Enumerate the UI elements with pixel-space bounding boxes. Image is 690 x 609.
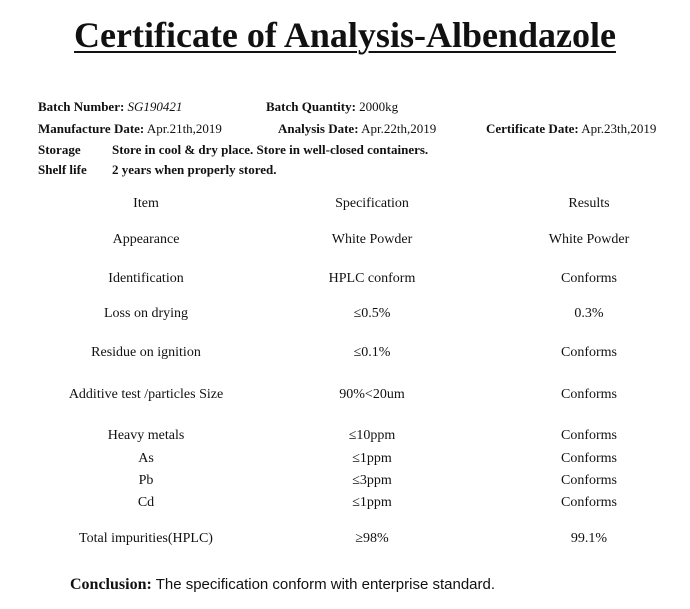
document-title: Certificate of Analysis-Albendazole — [74, 15, 616, 55]
row-result: Conforms — [561, 387, 617, 402]
batch-number-label: Batch Number: — [38, 99, 125, 114]
row-result: Conforms — [561, 473, 617, 488]
row-result: Conforms — [561, 495, 617, 510]
storage — [38, 142, 81, 158]
row-specification: ≤1ppm — [352, 451, 392, 466]
row-result: 0.3% — [574, 306, 604, 321]
storage-label: Storage — [38, 142, 81, 157]
shelf-life — [38, 162, 87, 178]
analysis-date — [278, 121, 436, 137]
row-specification: ≤3ppm — [352, 473, 392, 488]
batch-quantity-value: 2000kg — [359, 99, 399, 114]
row-result: Conforms — [561, 271, 617, 286]
row-specification: ≤0.5% — [353, 306, 391, 321]
row-result: Conforms — [561, 345, 617, 360]
row-result: White Powder — [548, 232, 630, 247]
batch-quantity — [266, 99, 398, 115]
certificate-date — [486, 121, 656, 137]
analysis-date-label: Analysis Date: — [278, 121, 359, 136]
manufacture-date — [38, 121, 222, 137]
column-header-item: Item — [133, 196, 159, 211]
conclusion — [70, 576, 495, 594]
batch-quantity-label: Batch Quantity: — [266, 99, 356, 114]
row-item: Identification — [108, 271, 184, 286]
row-item: Heavy metals — [107, 428, 185, 443]
certificate-date-value: Apr.23th,2019 — [581, 121, 657, 136]
row-item: As — [138, 451, 154, 466]
row-item: Residue on ignition — [91, 345, 201, 360]
shelf-life-value: 2 years when properly stored. — [112, 162, 277, 177]
storage-text — [112, 142, 428, 158]
row-result: 99.1% — [570, 531, 608, 546]
row-result: Conforms — [561, 428, 617, 443]
row-specification: ≤1ppm — [352, 495, 392, 510]
row-specification: ≤0.1% — [353, 345, 391, 360]
certificate-date-label: Certificate Date: — [486, 121, 579, 136]
column-header-specification: Specification — [335, 196, 409, 211]
row-specification: ≤10ppm — [348, 428, 396, 443]
row-specification: 90%<20um — [339, 387, 405, 402]
row-item: Cd — [137, 495, 155, 510]
row-item: Additive test /particles Size — [68, 387, 224, 402]
row-item: Appearance — [112, 232, 180, 247]
row-item: Loss on drying — [104, 306, 188, 321]
row-item: Total impurities(HPLC) — [79, 531, 213, 546]
column-header-results: Results — [568, 196, 610, 211]
storage-value: Store in cool & dry place. Store in well-closed containers. — [112, 142, 429, 157]
row-specification: ≥98% — [355, 531, 389, 546]
batch-number-value: SG190421 — [127, 99, 183, 114]
row-item: Pb — [138, 473, 154, 488]
shelf-life-text — [112, 162, 277, 178]
row-specification: White Powder — [331, 232, 413, 247]
manufacture-date-label: Manufacture Date: — [38, 121, 145, 136]
row-result: Conforms — [561, 451, 617, 466]
analysis-date-value: Apr.22th,2019 — [361, 121, 437, 136]
row-specification: HPLC conform — [328, 271, 416, 286]
conclusion-label: Conclusion: — [70, 576, 152, 593]
conclusion-text: The specification conform with enterprise standard. — [151, 576, 496, 593]
shelf-life-label: Shelf life — [38, 162, 87, 177]
manufacture-date-value: Apr.21th,2019 — [146, 121, 222, 136]
batch-number — [38, 99, 182, 115]
